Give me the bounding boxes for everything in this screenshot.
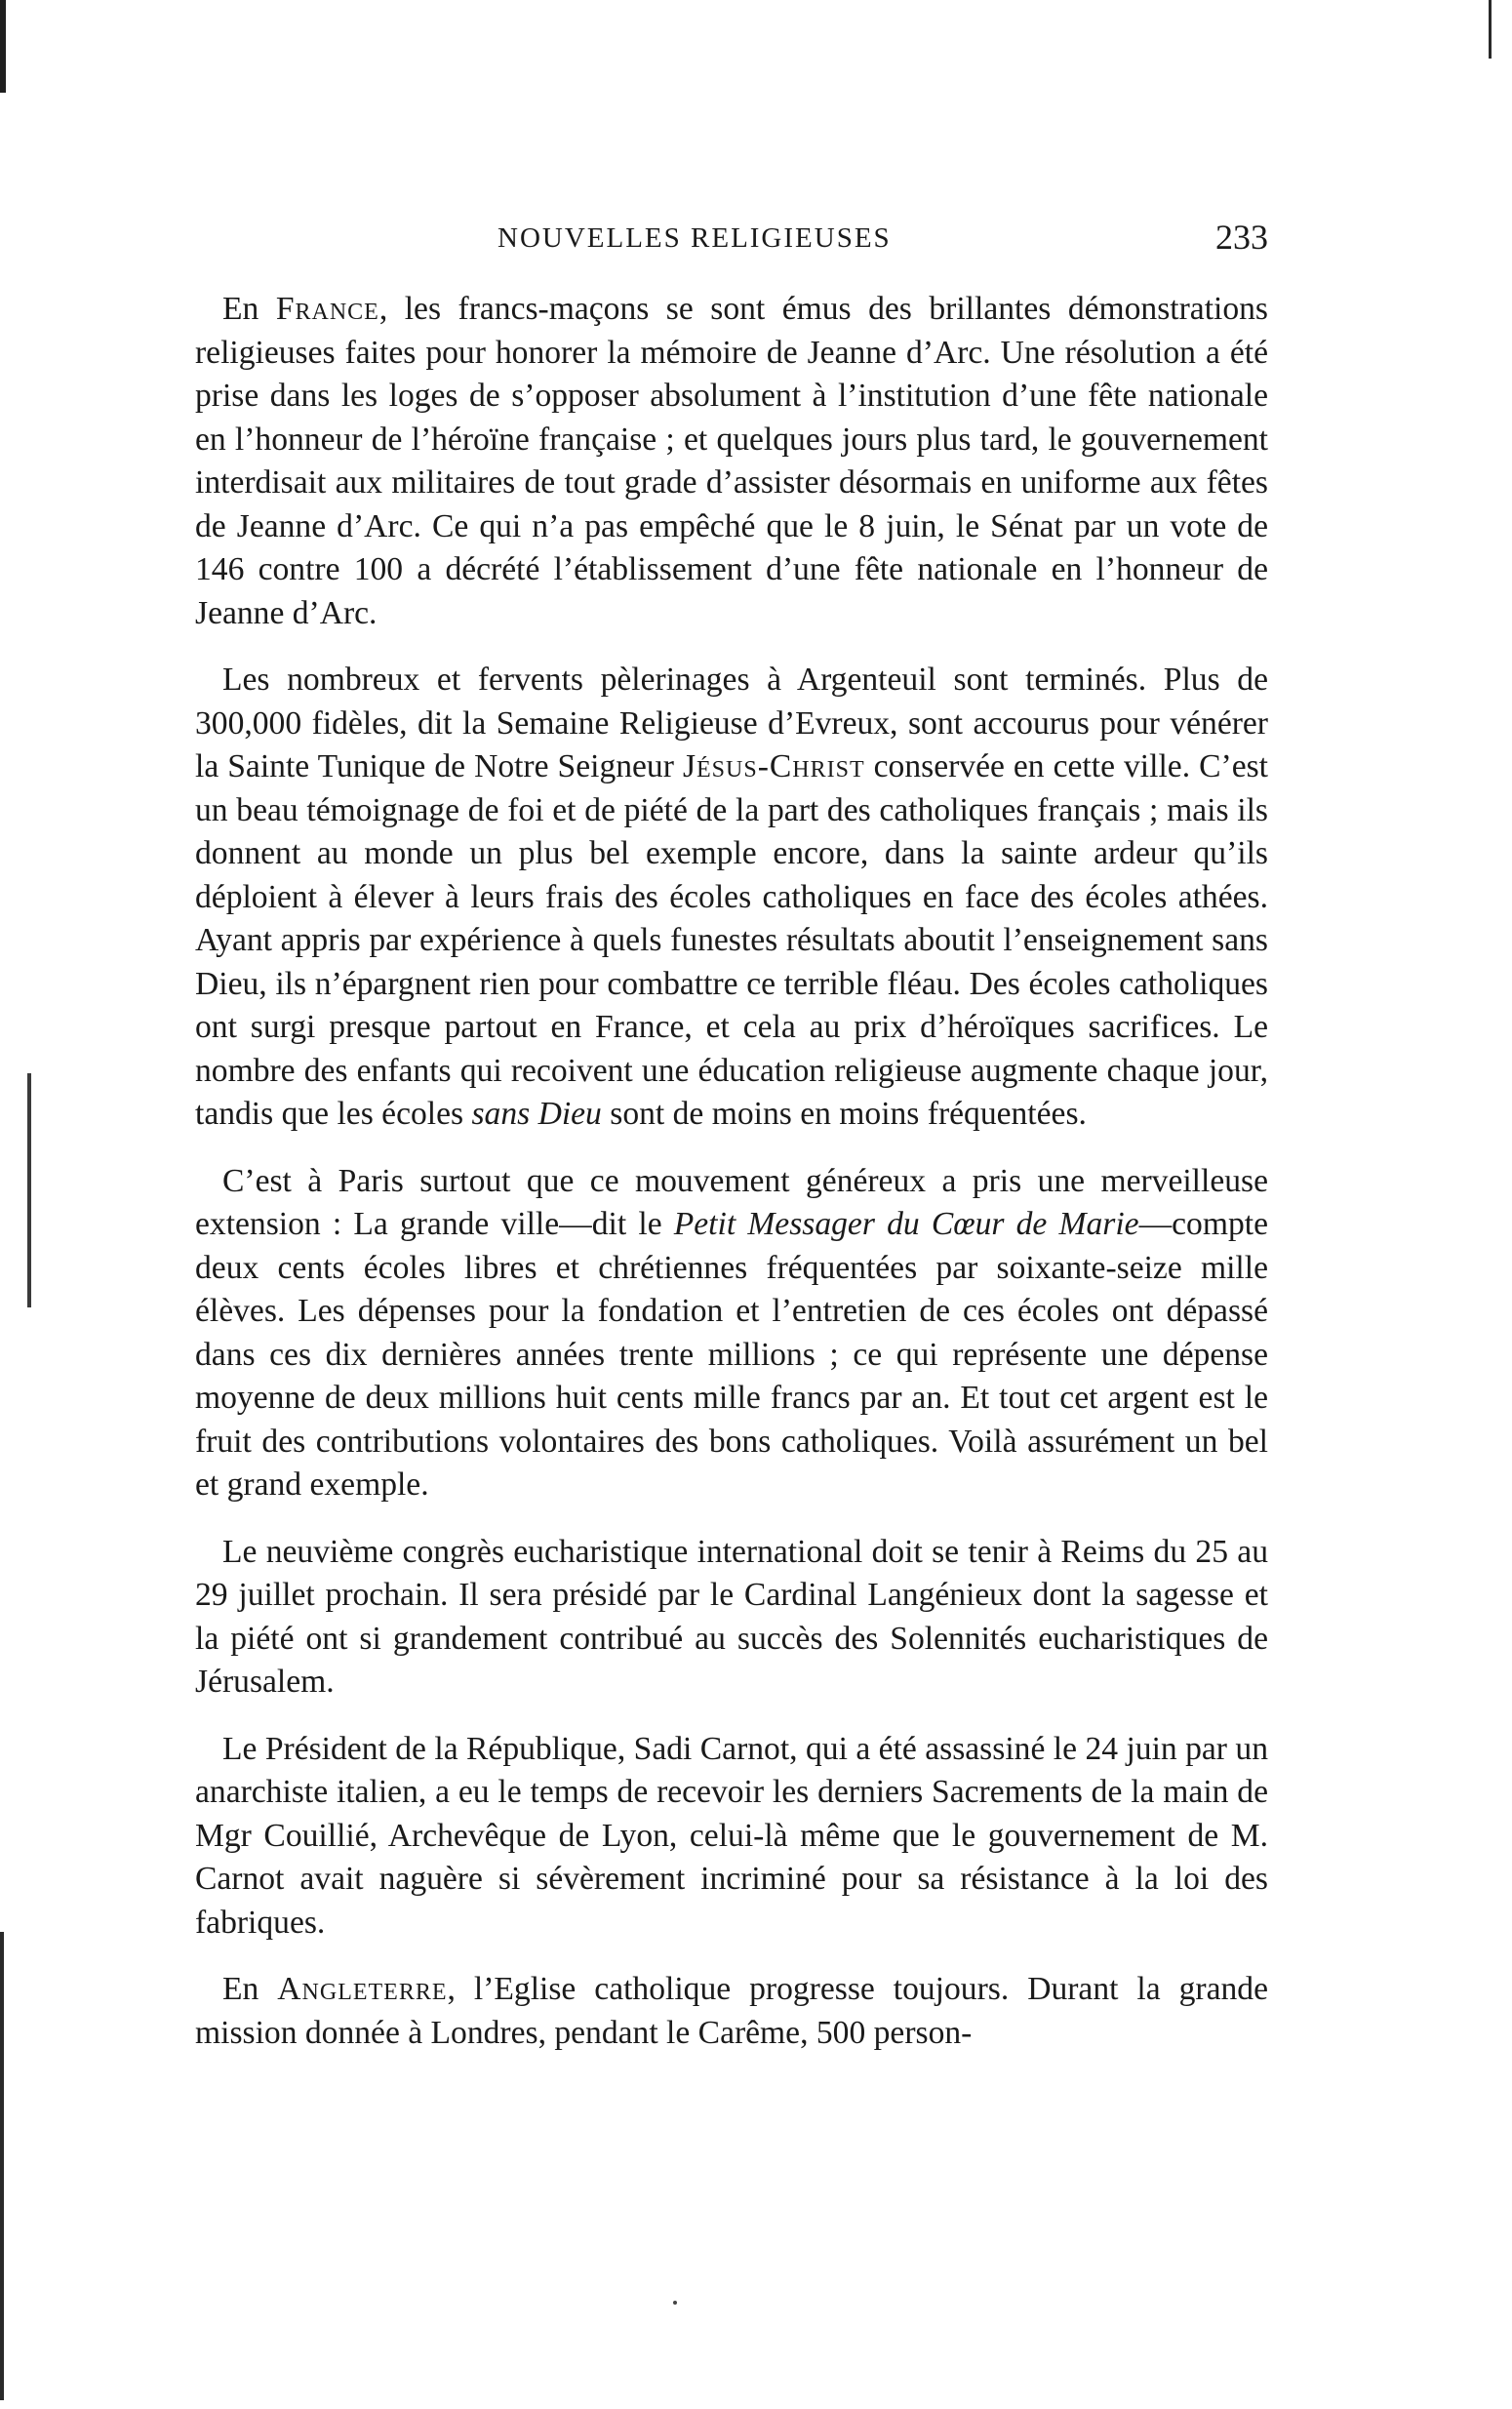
text-run-italic: Petit Messager du Cœur de Marie: [673, 1206, 1139, 1242]
paragraph-angleterre: [195, 1968, 1268, 2055]
paragraph-france-jeanne-darc: [195, 288, 1268, 635]
paragraph-eucharistic-congress: [195, 1531, 1268, 1705]
text-run: En: [222, 291, 276, 327]
page-edge-mark: [0, 1932, 4, 2400]
text-run-smallcaps: Jésus-Christ: [682, 748, 865, 784]
text-run-italic: sans Dieu: [471, 1096, 602, 1132]
text-run: En: [222, 1971, 278, 2007]
running-header: [195, 217, 1268, 275]
running-title: NOUVELLES RELIGIEUSES: [497, 222, 892, 254]
text-run: —compte deux cents écoles libres et chrétiennes fréquentées par soixante-seize mille élèves. Les dépenses pour la fondation et l’entretien de ces écoles ont dépassé dans ces dix dernières années trente millions ; ce qui représente une dépense moyenne de deux millions huit cents mille francs par an. Et tout cet argent est le fruit des contributions volontaires des bons catholiques. Voilà assurément un bel et grand exemple.: [195, 1206, 1268, 1503]
text-run: conservée en cette ville. C’est un beau témoignage de foi et de piété de la part des catholiques français ; mais ils donnent au monde un plus bel exemple encore, dans la sainte ardeur qu’ils déploient à élever à leurs frais des écoles catholiques en face des écoles athées. Ayant appris par expérience à quels funestes résultats aboutit l’enseignement sans Dieu, ils n’épargnent rien pour combattre ce terrible fléau. Des écoles catholiques ont surgi presque partout en France, et cela au prix d’héroïques sacrifices. Le nombre des enfants qui recoivent une éducation religieuse augmente chaque jour, tandis que les écoles: [195, 748, 1268, 1132]
page-edge-mark: [1489, 0, 1492, 59]
text-run: , les francs-maçons se sont émus des brillantes démonstrations religieuses faites pour honorer la mémoire de Jeanne d’Arc. Une résolution a été prise dans les loges de s’opposer absolument à l’institution d’une fête nationale en l’honneur de l’héroïne française ; et quelques jours plus tard, le gouvernement interdisait aux militaires de tout grade d’assister désormais en uniforme aux fêtes de Jeanne d’Arc. Ce qui n’a pas empêché que le 8 juin, le Sénat par un vote de 146 contre 100 a décrété l’établissement d’une fête nationale en l’honneur de Jeanne d’Arc.: [195, 291, 1268, 631]
paragraph-paris-schools: [195, 1160, 1268, 1507]
text-run: , l’Eglise catholique progresse toujours. Durant la grande mission donnée à Londres, pendant le Carême, 500 person-: [195, 1971, 1268, 2051]
text-run: Les nombreux et fervents pèlerinages à Argenteuil sont terminés. Plus de 300,000 fidèles, dit la Semaine Religieuse d’Evreux, sont accourus pour vénérer la Sainte Tunique de Notre Seigneur: [195, 662, 1268, 784]
body-text: [195, 288, 1268, 2078]
paragraph-argenteuil-pilgrimages: [195, 659, 1268, 1137]
text-run: C’est à Paris surtout que ce mouvement généreux a pris une merveilleuse extension : La grande ville—dit le: [195, 1162, 1268, 1242]
text-run: sont de moins en moins fréquentées.: [601, 1096, 1087, 1132]
page-number: 233: [1215, 218, 1268, 257]
text-run: Le neuvième congrès eucharistique international doit se tenir à Reims du 25 au 29 juillet prochain. Il sera présidé par le Cardinal Langénieux dont la sagesse et la piété ont si grandement contribué au succès des Solennités eucharistiques de Jérusalem.: [195, 1533, 1268, 1700]
paragraph-sadi-carnot: [195, 1728, 1268, 1946]
text-run: Le Président de la République, Sadi Carnot, qui a été assassiné le 24 juin par un anarchiste italien, a eu le temps de recevoir les derniers Sacrements de la main de Mgr Couillié, Archevêque de Lyon, celui-là même que le gouvernement de M. Carnot avait naguère si sévèrement incriminé pour sa résistance à la loi des fabriques.: [195, 1730, 1268, 1941]
page-edge-mark: [0, 0, 6, 93]
country-name: Angleterre: [277, 1971, 448, 2007]
country-name: France: [275, 291, 379, 327]
print-speck: [673, 2301, 677, 2305]
page-edge-mark: [27, 1073, 31, 1307]
